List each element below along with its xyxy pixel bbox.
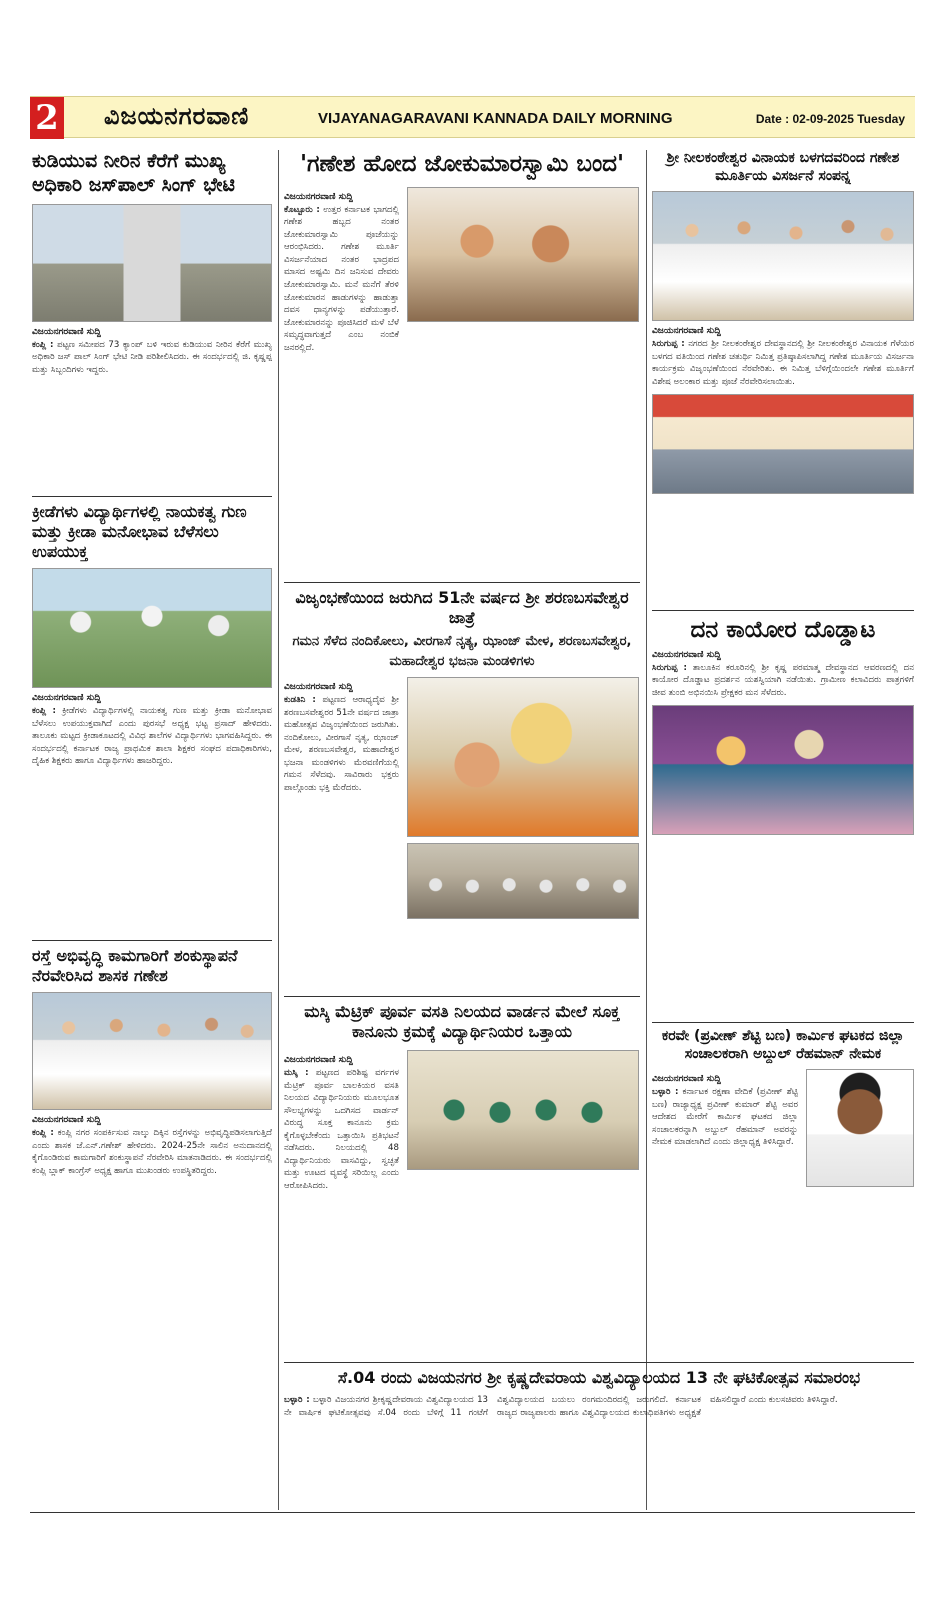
article-text: ಪಟ್ಟಣ ಸಮೀಪದ 73 ಕ್ಯಾಂಪ್ ಬಳಿ ಇರುವ ಕುಡಿಯುವ ನೀರಿನ ಕೆರೆಗೆ ಮುಖ್ಯ ಅಧಿಕಾರಿ ಜಸ್ ಪಾಲ್ ಸಿಂಗ್ ಭೇಟಿ ನೀಡಿ ಪರಿಶೀಲಿಸಿದರು. ಈ ಸಂದರ್ಭದಲ್ಲಿ ಜಿ. ಕೃಷ್ಣಪ್ಪ ಮತ್ತು ಸಿಬ್ಬಂದಿಗಳು ಇದ್ದರು. [32, 339, 272, 375]
article-photo [407, 1050, 639, 1170]
article-text: ಪಟ್ಟಣದ ಆರಾಧ್ಯದೈವ ಶ್ರೀ ಶರಣಬಸವೇಶ್ವರರ 51ನೇ ವರ್ಷದ ಜಾತ್ರಾ ಮಹೋತ್ಸವ ವಿಜೃಂಭಣೆಯಿಂದ ಜರುಗಿತು. ನಂದಿಕೋಲು, ವೀರಗಾಸೆ ನೃತ್ಯ, ಝಾಂಜ್ ಮೇಳ, ಶರಣಬಸವೇಶ್ವರ, ಮಹಾದೇಶ್ವರ ಭಜನಾ ಮಂಡಳಿಗಳು ಮೆರವಣಿಗೆಯಲ್ಲಿ ಗಮನ ಸೆಳೆದವು. ಸಾವಿರಾರು ಭಕ್ತರು ಪಾಲ್ಗೊಂಡು ಭಕ್ತಿ ಮೆರೆದರು. [284, 695, 399, 793]
article-separator [32, 496, 272, 497]
article-subheadline: ಗಮನ ಸೆಳೆದ ನಂದಿಕೋಲು, ವೀರಗಾಸೆ ನೃತ್ಯ, ಝಾಂಜ್ ಮೇಳ, ಶರಣಬಸವೇಶ್ವರ, ಮಹಾದೇಶ್ವರ ಭಜನಾ ಮಂಡಳಿಗಳು [292, 634, 632, 669]
article-text: ಕರ್ನಾಟಕ ರಕ್ಷಣಾ ವೇದಿಕೆ (ಪ್ರವೀಣ್ ಶೆಟ್ಟಿ ಬಣ) ರಾಜ್ಯಾಧ್ಯಕ್ಷ ಪ್ರವೀಣ್ ಕುಮಾರ್ ಶೆಟ್ಟಿ ಅವರ ಆದೇಶದ ಮೇರೆಗೆ ಕಾರ್ಮಿಕ ಘಟಕದ ಜಿಲ್ಲಾ ಸಂಚಾಲಕರನ್ನಾಗಿ ಅಬ್ದುಲ್ ರೆಹಮಾನ್ ಅವರನ್ನು ನೇಮಕ ಮಾಡಲಾಗಿದೆ ಎಂದು ಜಿಲ್ಲಾಧ್ಯಕ್ಷ ತಿಳಿಸಿದ್ದಾರೆ. [652, 1087, 799, 1148]
page-number: 2 [30, 97, 64, 139]
article-byline: ವಿಜಯನಗರವಾಣಿ ಸುದ್ದಿ [284, 191, 353, 202]
article-body [32, 339, 272, 377]
article-body [32, 1127, 272, 1177]
article-dateline: ಬಳ್ಳಾರಿ : [652, 1087, 679, 1097]
article-photo [652, 191, 914, 321]
article-sports [32, 502, 272, 932]
article-separator [652, 610, 914, 611]
article-photo [32, 204, 272, 322]
article-text: ಉತ್ತರ ಕರ್ನಾಟಕ ಭಾಗದಲ್ಲಿ ಗಣೇಶ ಹಬ್ಬದ ನಂತರ ಜೋಕುಮಾರಸ್ವಾಮಿ ಪೂಜೆಯನ್ನು ಆರಂಭಿಸಿದರು. ಗಣೇಶ ಮೂರ್ತಿ ವಿಸರ್ಜನೆಯಾದ ನಂತರ ಭಾದ್ರಪದ ಮಾಸದ ಅಷ್ಟಮಿ ದಿನ ಜನಿಸುವ ದೇವರು ಜೋಕುಮಾರಸ್ವಾಮಿ. ಮನೆ ಮನೆಗೆ ತೆರಳಿ ಜೋಕುಮಾರನ ಹಾಡುಗಳನ್ನು ಹಾಡುತ್ತಾ ದವಸ ಧಾನ್ಯಗಳನ್ನು ಪಡೆಯುತ್ತಾರೆ. ಜೋಕುಮಾರನನ್ನು ಪೂಜಿಸಿದರೆ ಮಳೆ ಬೆಳೆ ಸಮೃದ್ಧವಾಗುತ್ತದೆ ಎಂಬ ನಂಬಿಕೆ ಜನರಲ್ಲಿದೆ. [284, 204, 400, 353]
article-separator [32, 940, 272, 941]
article-body [284, 204, 399, 355]
article-drama [652, 616, 914, 1016]
article-dateline: ಕಂಪ್ಲಿ : [32, 1128, 54, 1138]
article-appointment [652, 1028, 914, 1358]
article-headline: 'ಗಣೇಶ ಹೋದ ಜೋಕುಮಾರಸ್ವಾಮಿ ಬಂದ' [299, 151, 625, 177]
article-byline: ವಿಜಯನಗರವಾಣಿ ಸುದ್ದಿ [652, 649, 721, 660]
article-text: ಪಟ್ಟಣದ ಪರಿಶಿಷ್ಟ ವರ್ಗಗಳ ಮೆಟ್ರಿಕ್ ಪೂರ್ವ ಬಾಲಕಿಯರ ವಸತಿ ನಿಲಯದ ವಿದ್ಯಾರ್ಥಿನಿಯರು ಮೂಲಭೂತ ಸೌಲಭ್ಯಗಳನ್ನು ಒದಗಿಸದ ವಾರ್ಡನ್ ವಿರುದ್ಧ ಸೂಕ್ತ ಕಾನೂನು ಕ್ರಮ ಕೈಗೊಳ್ಳಬೇಕೆಂದು ಒತ್ತಾಯಿಸಿ ಪ್ರತಿಭಟನೆ ನಡೆಸಿದರು. ನಿಲಯದಲ್ಲಿ 48 ವಿದ್ಯಾರ್ಥಿನಿಯರು ವಾಸವಿದ್ದು, ಸ್ವಚ್ಛತೆ ಮತ್ತು ಊಟದ ವ್ಯವಸ್ಥೆ ಸರಿಯಿಲ್ಲ ಎಂದು ಆರೋಪಿಸಿದರು. [284, 1068, 400, 1191]
article-separator [284, 582, 640, 583]
article-body [32, 705, 272, 768]
newspaper-title-kannada: ವಿಜಯನಗರವಾಣಿ [104, 102, 250, 130]
article-separator [284, 1362, 914, 1363]
article-dateline: ಬಳ್ಳಾರಿ : [284, 1395, 310, 1405]
article-dateline: ಕಂಪ್ಲಿ : [32, 706, 56, 716]
article-photo-portrait [806, 1069, 914, 1187]
article-dateline: ಕುಡತಿನಿ : [284, 695, 316, 705]
article-road [32, 946, 272, 1506]
article-body [652, 338, 914, 388]
article-body [284, 1067, 399, 1192]
bottom-rule [30, 1512, 915, 1513]
article-headline: ರಸ್ತೆ ಅಭಿವೃದ್ಧಿ ಕಾಮಗಾರಿಗೆ ಶಂಕುಸ್ಥಾಪನೆ ನೆರವೇರಿಸಿದ ಶಾಸಕ ಗಣೇಶ [32, 946, 238, 985]
article-body [284, 1394, 914, 1419]
column-divider [646, 150, 647, 1510]
article-text: ಕ್ರೀಡೆಗಳು ವಿದ್ಯಾರ್ಥಿಗಳಲ್ಲಿ ನಾಯಕತ್ವ ಗುಣ ಮತ್ತು ಕ್ರೀಡಾ ಮನೋಭಾವ ಬೆಳೆಸಲು ಉಪಯುಕ್ತವಾಗಿದೆ ಎಂದು ಪುರಸಭೆ ಅಧ್ಯಕ್ಷ ಭಟ್ಟ ಪ್ರಸಾದ್ ಹೇಳಿದರು. ತಾಲೂಕು ಮಟ್ಟದ ಕ್ರೀಡಾಕೂಟದಲ್ಲಿ ವಿವಿಧ ಶಾಲೆಗಳ ವಿದ್ಯಾರ್ಥಿಗಳು ಭಾಗವಹಿಸಿದ್ದರು. ಈ ಸಂದರ್ಭದಲ್ಲಿ ಕರ್ನಾಟಕ ರಾಜ್ಯ ಪ್ರಾಥಮಿಕ ಶಾಲಾ ಶಿಕ್ಷಕರ ಸಂಘದ ಪದಾಧಿಕಾರಿಗಳು, ದೈಹಿಕ ಶಿಕ್ಷಕರು ಹಾಗೂ ವಿದ್ಯಾರ್ಥಿಗಳು ಹಾಜರಿದ್ದರು. [32, 706, 272, 767]
article-text: ಕಂಪ್ಲಿ ನಗರ ಸಂಪರ್ಕಿಸುವ ನಾಲ್ಕು ದಿಕ್ಕಿನ ರಸ್ತೆಗಳನ್ನು ಅಭಿವೃದ್ಧಿಪಡಿಸಲಾಗುತ್ತಿದೆ ಎಂದು ಶಾಸಕ ಜೆ.ಎನ್.ಗಣೇಶ್ ಹೇಳಿದರು. 2024-25ನೇ ಸಾಲಿನ ಅನುದಾನದಲ್ಲಿ ಕೈಗೊಂಡಿರುವ ಕಾಮಗಾರಿಗೆ ಶಂಕುಸ್ಥಾಪನೆ ನೆರವೇರಿಸಿ ಮಾತನಾಡಿದರು. ಈ ಸಂದರ್ಭದಲ್ಲಿ ಕಂಪ್ಲಿ ಬ್ಲಾಕ್ ಕಾಂಗ್ರೆಸ್ ಅಧ್ಯಕ್ಷ ಹಾಗೂ ಮುಖಂಡರು ಉಪಸ್ಥಿತರಿದ್ದರು. [32, 1128, 272, 1176]
article-separator [284, 996, 640, 997]
article-water-tank [32, 150, 272, 490]
article-headline: ವಿಜೃಂಭಣೆಯಿಂದ ಜರುಗಿದ 51ನೇ ವರ್ಷದ ಶ್ರೀ ಶರಣಬಸವೇಶ್ವರ ಜಾತ್ರೆ [295, 588, 629, 627]
article-text: ನಗರದ ಶ್ರೀ ನೀಲಕಂಠೇಶ್ವರ ದೇವಸ್ಥಾನದಲ್ಲಿ ಶ್ರೀ ನೀಲಕಂಠೇಶ್ವರ ವಿನಾಯಕ ಗೆಳೆಯರ ಬಳಗದ ವತಿಯಿಂದ ಗಣೇಶ ಚತುರ್ಥಿ ನಿಮಿತ್ತ ಪ್ರತಿಷ್ಠಾಪಿಸಲಾಗಿದ್ದ ಗಣೇಶ ಮೂರ್ತಿಯ ವಿಸರ್ಜನಾ ಕಾರ್ಯಕ್ರಮ ವಿಜೃಂಭಣೆಯಿಂದ ನೆರವೇರಿತು. ಈ ನಿಮಿತ್ತ ಬೆಳಿಗ್ಗೆಯಿಂದಲೇ ಗಣೇಶ ಮೂರ್ತಿಗೆ ವಿಶೇಷ ಅಲಂಕಾರ ಮತ್ತು ಪೂಜೆ ನೆರವೇರಿಸಲಾಯಿತು. [652, 339, 914, 387]
article-byline: ವಿಜಯನಗರವಾಣಿ ಸುದ್ದಿ [32, 1115, 101, 1125]
article-separator [652, 1022, 914, 1023]
article-headline: ಶ್ರೀ ನೀಲಕಂಠೇಶ್ವರ ವಿನಾಯಕ ಬಳಗದವರಿಂದ ಗಣೇಶ ಮೂರ್ತಿಯ ವಿಸರ್ಜನೆ ಸಂಪನ್ನ [666, 150, 900, 184]
article-hostel [284, 1002, 640, 1352]
article-dateline: ಸಿರುಗುಪ್ಪ : [652, 339, 685, 349]
masthead [30, 96, 915, 138]
article-headline: ದನ ಕಾಯೋರ ದೊಡ್ಡಾಟ [690, 617, 876, 643]
article-dateline: ಸಿರುಗುಪ್ಪ : [652, 662, 687, 673]
article-body [284, 694, 399, 794]
article-byline: ವಿಜಯನಗರವಾಣಿ ಸುದ್ದಿ [284, 682, 353, 692]
newspaper-title-english: VIJAYANAGARAVANI KANNADA DAILY MORNING [318, 110, 673, 127]
article-byline: ವಿಜಯನಗರವಾಣಿ ಸುದ್ದಿ [32, 693, 101, 703]
article-headline: ಕ್ರೀಡೆಗಳು ವಿದ್ಯಾರ್ಥಿಗಳಲ್ಲಿ ನಾಯಕತ್ವ ಗುಣ ಮತ್ತು ಕ್ರೀಡಾ ಮನೋಭಾವ ಬೆಳೆಸಲು ಉಪಯುಕ್ತ [32, 502, 247, 561]
article-photo [652, 705, 914, 835]
article-headline: ಕರವೇ (ಪ್ರವೀಣ್ ಶೆಟ್ಟಿ ಬಣ) ಕಾರ್ಮಿಕ ಘಟಕದ ಜಿಲ್ಲಾ ಸಂಚಾಲಕರಾಗಿ ಅಬ್ದುಲ್ ರೆಹಮಾನ್ ನೇಮಕ [661, 1028, 905, 1062]
article-dateline: ಕೊಟ್ಟೂರು : [284, 204, 320, 215]
article-byline: ವಿಜಯನಗರವಾಣಿ ಸುದ್ದಿ [652, 1074, 721, 1084]
article-text: ಬಳ್ಳಾರಿ ವಿಜಯನಗರ ಶ್ರೀಕೃಷ್ಣದೇವರಾಯ ವಿಶ್ವವಿದ್ಯಾಲಯದ 13 ನೇ ವಾರ್ಷಿಕ ಘಟಿಕೋತ್ಸವವು ಸೆ.04 ರಂದು ಬೆಳಿಗ್ಗೆ 11 ಗಂಟೆಗೆ ವಿಶ್ವವಿದ್ಯಾಲಯದ ಬಯಲು ರಂಗಮಂದಿರದಲ್ಲಿ ಜರುಗಲಿದೆ. ಕರ್ನಾಟಕ ರಾಜ್ಯದ ರಾಜ್ಯಪಾಲರು ಹಾಗೂ ವಿಶ್ವವಿದ್ಯಾಲಯದ ಕುಲಾಧಿಪತಿಗಳು ಅಧ್ಯಕ್ಷತೆ ವಹಿಸಲಿದ್ದಾರೆ ಎಂದು ಕುಲಸಚಿವರು ತಿಳಿಸಿದ್ದಾರೆ. [284, 1395, 838, 1418]
article-headline: ಸೆ.04 ರಂದು ವಿಜಯನಗರ ಶ್ರೀ ಕೃಷ್ಣದೇವರಾಯ ವಿಶ್ವವಿದ್ಯಾಲಯದ 13 ನೇ ಘಟಿಕೋತ್ಸವ ಸಮಾರಂಭ [337, 1368, 861, 1387]
article-byline: ವಿಜಯನಗರವಾಣಿ ಸುದ್ದಿ [652, 326, 721, 336]
issue-date: Date : 02-09-2025 Tuesday [755, 112, 905, 126]
article-body [652, 662, 914, 700]
article-headline: ಕುಡಿಯುವ ನೀರಿನ ಕೆರೆಗೆ ಮುಖ್ಯ ಅಧಿಕಾರಿ ಜಸ್‌ಪಾಲ್ ಸಿಂಗ್ ಭೇಟಿ [32, 150, 235, 196]
article-convocation [284, 1368, 914, 1508]
article-byline: ವಿಜಯನಗರವಾಣಿ ಸುದ್ದಿ [32, 326, 101, 337]
article-visarjane [652, 150, 914, 580]
article-photo [32, 568, 272, 688]
article-dateline: ಕಂಪ್ಲಿ : [32, 339, 54, 350]
article-headline: ಮಸ್ಕಿ ಮೆಟ್ರಿಕ್ ಪೂರ್ವ ವಸತಿ ನಿಲಯದ ವಾರ್ಡನ ಮೇಲೆ ಸೂಕ್ತ ಕಾನೂನು ಕ್ರಮಕ್ಕೆ ವಿದ್ಯಾರ್ಥಿನಿಯರ ಒತ್ತಾಯ [304, 1002, 620, 1041]
article-dateline: ಮಸ್ಕಿ : [284, 1068, 309, 1078]
column-divider [278, 150, 279, 1510]
article-body [652, 1086, 798, 1149]
article-text: ತಾಲೂಕಿನ ಕರೂರಿನಲ್ಲಿ ಶ್ರೀ ಕೃಷ್ಣ ಪರಮಾತ್ಮ ದೇವಸ್ಥಾನದ ಆವರಣದಲ್ಲಿ ದನ ಕಾಯೋರ ದೊಡ್ಡಾಟ ಪ್ರದರ್ಶನ ಯಶಸ್ವಿಯಾಗಿ ನಡೆಯಿತು. ಗ್ರಾಮೀಣ ಕಲಾವಿದರು ಪಾತ್ರಗಳಿಗೆ ಜೀವ ತುಂಬಿ ಅಭಿನಯಿಸಿ ಪ್ರೇಕ್ಷಕರ ಮನ ಸೆಳೆದರು. [652, 662, 914, 698]
article-photo [407, 843, 639, 919]
article-photo [652, 394, 914, 494]
article-photo [407, 187, 639, 322]
article-byline: ವಿಜಯನಗರವಾಣಿ ಸುದ್ದಿ [284, 1055, 353, 1065]
article-jatre [284, 588, 640, 988]
article-photo [407, 677, 639, 837]
article-ganesha-jokumara [284, 150, 640, 575]
article-photo [32, 992, 272, 1110]
